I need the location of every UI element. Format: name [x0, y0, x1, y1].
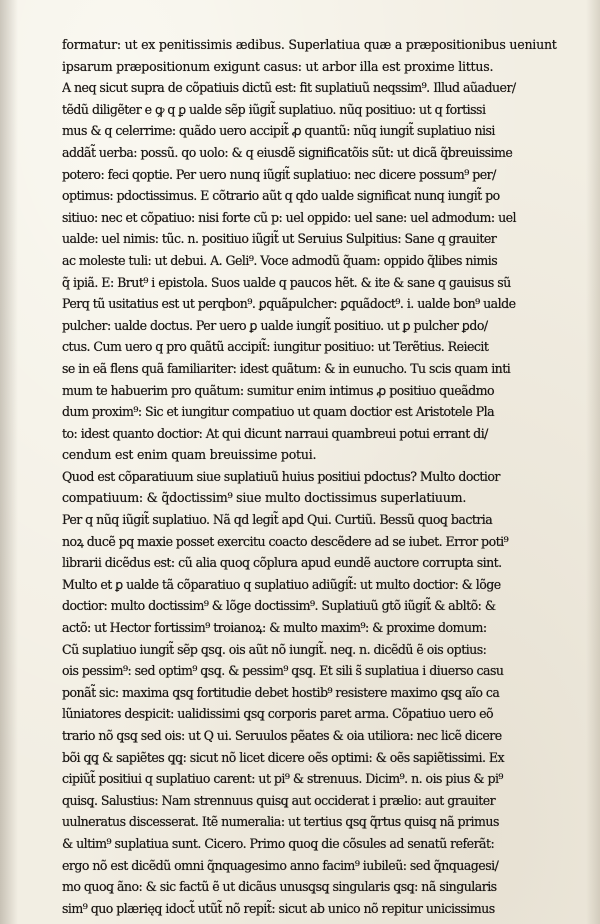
- text-line-41: sim⁹ quo plærięq̧ idoct̃ utũt̃ nõ repit̃: sicut ab unico nõ repitur unicissimus: [62, 900, 495, 916]
- text-line-7: potero: feci qoptie. Per uero nunq iũgit̃ suplatiuo: nec dicere possum⁹ per/: [62, 166, 496, 182]
- text-line-16: se in eã flens quã familiariter: idest quãtum: & in eunucho. Tu scis quam inti: [62, 360, 511, 376]
- text-line-17: mum te habuerim pro quãtum: sumitur enim intimus ꝓ positiuo queãdmo: [62, 382, 495, 398]
- text-line-4: tẽdũ diligẽter e ꝙ q ꝑ ualde sẽp iũgit̃ suplatiuo. nũq positiuo: ut q fortissi: [62, 101, 486, 117]
- text-column: [62, 34, 574, 919]
- text-line-5: mus & q celerrime: quãdo uero accipit̃ ꝓ quantũ: nũq iungit̃ suplatiuo nisi: [62, 123, 495, 139]
- text-line-23: Per q nũq iũgit̃ suplatiuo. Nã qd legit̃ apd Qui. Curtiũ. Bessũ quoq̧ bactria: [62, 512, 493, 528]
- text-line-33: trario nõ q̧sq̧ sed ois: ut Q ui. Seruulos pẽates & oia utiliora: nec licẽ dicere: [62, 728, 502, 743]
- text-line-36: quisq̧. Salustius: Nam strennuus quisq̧ aut occiderat i prælio: aut grauiter: [62, 792, 496, 808]
- text-line-13: Perq tũ usitatius est ut perqbon⁹. ꝑquãpulcher: ꝑquãdoct⁹. i. ualde bon⁹ ualde: [62, 296, 516, 312]
- text-line-6: addãt̃ uerba: possũ. qo uolo: & q eiusdẽ significatõis sũt: ut dicã q̃breuissime: [62, 144, 513, 160]
- text-line-9: sitiuo: nec et cõpatiuo: nisi forte cũ p: uel oppido: uel sane: uel admodum: uel: [62, 209, 517, 225]
- text-line-32: lũniatores despicit: ualidissimi q̧sq̧ corporis paret arma. Cõpatiuo uero eõ: [62, 706, 494, 722]
- text-line-35: cipiũt̃ positiui q suplatiuo carent: ut pi⁹ & strenuus. Dicim⁹. n. ois pius & pi⁹: [62, 771, 503, 787]
- text-line-27: doctior: multo doctissim⁹ & lõge doctissim⁹. Suplatiuũ gtõ iũgit̃ & abltõ: &: [62, 598, 496, 614]
- text-line-11: ac moleste tuli: ut debui. A. Geli⁹. Voce admodũ q̃uam: oppido q̃libes nimis: [62, 252, 498, 268]
- text-line-14: pulcher: ualde doctus. Per uero ꝑ ualde iungit̃ positiuo. ut ꝑ pulcher ꝑdo/: [62, 317, 488, 333]
- text-line-31: ponãt̃ sic: maxima q̧sq̧ fortitudie debet hostib⁹ resistere maximo q̧sq̧ aĩo ca: [62, 684, 500, 700]
- text-line-40: mo quoq̧ ãno: & sic factũ ẽ ut dicãus unusq̧sq̧ singularis q̧sq̧: nã singularis: [62, 879, 497, 895]
- text-line-20: cendum est enim quam breuissime potui.: [62, 447, 317, 463]
- text-line-24: noꝝ ducẽ pq maxie posset exercitu coacto descẽdere ad se iubet. Error poti⁹: [62, 533, 509, 549]
- text-line-28: actõ: ut Hector fortissim⁹ troianoꝝ: & multo maxim⁹: & proxime domum:: [62, 620, 487, 636]
- text-line-1: formatur: ut ex penitissimis ædibus. Superlatiua quæ a præpositionibus ueniunt: [62, 37, 557, 52]
- text-line-37: uulneratus discesserat. Itẽ numeralia: ut tertius q̧sq̧ q̃rtus quisq̧ nã primus: [62, 814, 499, 830]
- text-line-12: q̃ ipiã. E: Brut⁹ i epistola. Suos ualde q paucos hẽt. & ite & sane q gauisus sũ: [62, 274, 511, 290]
- text-line-39: ergo nõ est dicẽdũ omni q̃nquagesimo anno facim⁹ iubileũ: sed q̃nquagesi/: [62, 857, 499, 873]
- text-line-18: dum proxim⁹: Sic et iungitur compatiuo ut quam doctior est Aristotele Pla: [62, 404, 495, 420]
- text-line-3: A neq sicut supra de cõpatiuis dictũ est: fit suplatiuũ neqssim⁹. Illud aũaduer/: [62, 80, 516, 96]
- text-line-22: compatiuum: & q̃doctissim⁹ siue multo doctissimus superlatiuum.: [62, 490, 467, 506]
- text-line-26: Multo et ꝑ ualde tã cõparatiuo q suplatiuo adiũgit̃: ut multo doctior: & lõge: [62, 576, 501, 592]
- text-line-25: librarii dicẽdus est: cũ alia quoq̧ cõplura apud eundẽ auctore corrupta sint.: [62, 555, 502, 571]
- text-line-15: ctus. Cum uero q pro quãtũ accipit̃: iungitur positiuo: ut Terẽtius. Reiecit: [62, 339, 489, 355]
- text-line-2: ipsarum præpositionum exigunt casus: ut arbor illa est proxime littus.: [62, 58, 494, 74]
- text-line-19: to: idest quanto doctior: At qui dicunt narraui quambreui potui errant di/: [62, 425, 488, 441]
- text-line-34: bõi q̧q̧ & sapiẽtes q̧q̧: sicut nõ licet dicere oẽs optimi: & oẽs sapiẽtissimi. Ex: [62, 749, 505, 765]
- text-line-29: Cũ suplatiuo iungit̃ sẽp q̧sq̧. ois aũt nõ iungit̃. neq̧. n. dicẽdũ ẽ ois optius:: [62, 641, 487, 657]
- text-line-38: & ultim⁹ suplatiua sunt. Cicero. Primo quoq̧ die cõsules ad senatũ referãt:: [62, 835, 495, 851]
- text-line-21: Quod est cõparatiuum siue suplatiuũ huius positiui pdoctus? Multo doctior: [62, 468, 500, 484]
- text-line-30: ois pessim⁹: sed optim⁹ q̧sq̧. & pessim⁹ q̧sq̧. Et sili s̃ suplatiua i diuerso casu: [62, 663, 504, 679]
- text-line-10: ualde: uel nimis: tũc. n. positiuo iũgit̃ ut Seruius Sulpitius: Sane q grauiter: [62, 231, 497, 247]
- text-line-8: optimus: pdoctissimus. E cõtrario aũt q qdo ualde significat nunq iungit̃ po: [62, 188, 500, 204]
